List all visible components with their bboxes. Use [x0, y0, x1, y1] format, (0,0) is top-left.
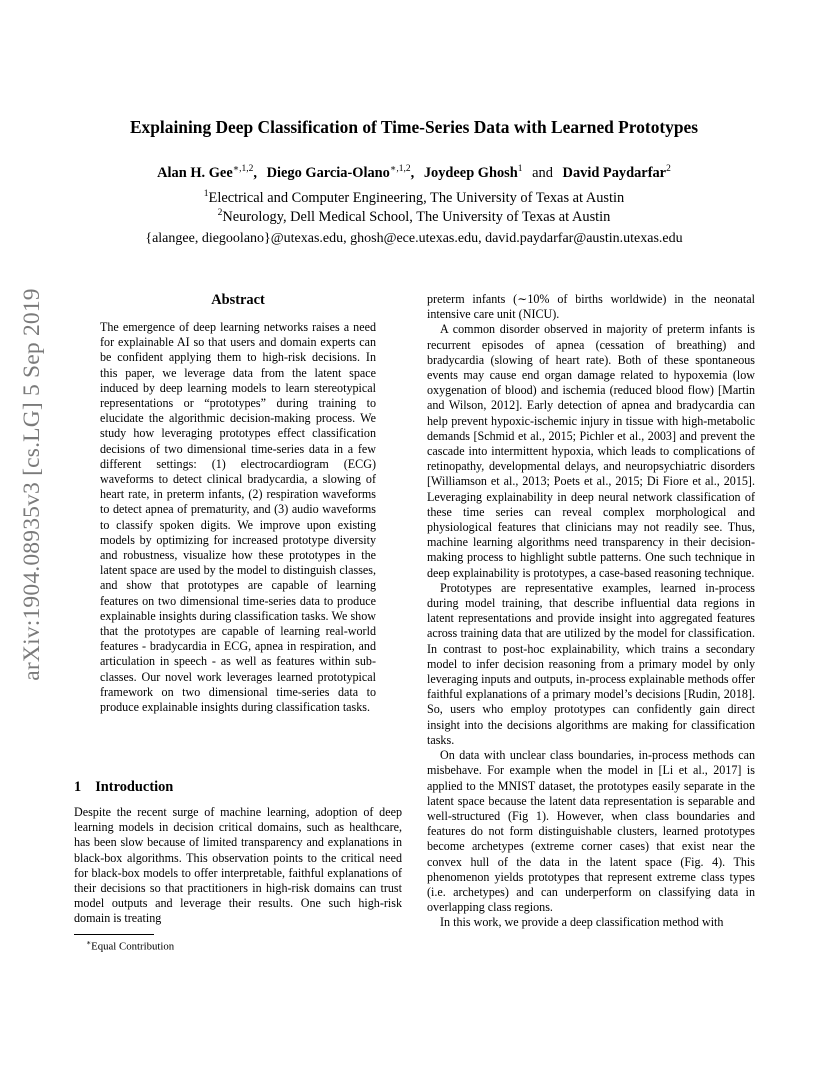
- author-name: Joydeep Ghosh: [423, 164, 518, 181]
- abstract-body: The emergence of deep learning networks raises a need for explainable AI so that users and domain experts can be confident applying them to high-risk decisions. In this paper, we leverage data from the latent space induced by deep learning models to learn stereotypical representations or “prototypes” during training to elucidate the algorithmic decision-making process. We study how leveraging prototypes effect classification decisions of two dimensional time-series data in a few different settings: (1) electrocardiogram (ECG) waveforms to detect clinical bradycardia, a slowing of heart rate, in preterm infants, (2) respiration waveforms to detect apnea of prematurity, and (3) audio waveforms to classify spoken digits. We improve upon existing models by optimizing for increased prototype diversity and robustness, visualize how these prototypes in the latent space are used by the model to distinguish classes, and show that prototypes are capable of learning features on two dimensional time-series data to produce explainable insights during classification tasks. We show that the prototypes are capable of learning real-world features - bradycardia in ECG, apnea in respiration, and articulation in speech - as well as features within sub-classes. Our novel work leverages learned prototypical framework on two dimensional time-series data to produce explainable insights during classification tasks.: [100, 320, 376, 715]
- section-heading-introduction: [74, 779, 173, 796]
- affiliation-1: [0, 189, 828, 207]
- author-superscript: 1: [517, 164, 523, 174]
- author-superscript: 2: [666, 164, 671, 174]
- arxiv-identifier: arXiv:1904.08935v3 [cs.LG] 5 Sep 2019: [18, 288, 45, 681]
- abstract-heading: Abstract: [211, 292, 265, 308]
- footnote-marker: ∗: [86, 938, 92, 947]
- paragraph: In this work, we provide a deep classification method with: [440, 915, 724, 930]
- author-emails: {alangee, diegoolano}@utexas.edu, ghosh@ece.utexas.edu, david.paydarfar@austin.utexas.edu: [145, 231, 683, 246]
- affiliation-2: [0, 208, 828, 226]
- affiliation-text: Neurology, Dell Medical School, The University of Texas at Austin: [222, 208, 611, 225]
- author-garcia-olano: [267, 165, 411, 181]
- author-name: Diego Garcia-Olano: [266, 164, 390, 181]
- arxiv-side-stamp: [12, 288, 52, 681]
- paragraph: preterm infants (∼10% of births worldwide) in the neonatal intensive care unit (NICU).: [427, 292, 755, 322]
- footnote-divider: [74, 934, 154, 935]
- author-superscript: ∗,1,2: [232, 164, 254, 174]
- affiliation-superscript: 1: [203, 189, 209, 199]
- affiliation-text: Electrical and Computer Engineering, The University of Texas at Austin: [208, 189, 625, 206]
- section-title: Introduction: [95, 779, 174, 795]
- paragraph: A common disorder observed in majority of preterm infants is recurrent episodes of apnea (cessation of breathing) and bradycardia (slowing of heart rate). Both of these spontaneous events may cause end organ damage related to hypoxemia (low oxygenation of blood) and ischemia (reduced blood flow) [Martin and Wilson, 2012]. Early detection of apnea and bradycardia can help prevent hypoxic-ischemic injury in tissue with high-metabolic demands [Schmid et al., 2015; Pichler et al., 2003] and prevent the cascade into intermittent hypoxia, which leads to complications of retinopathy, developmental delays, and neuropsychiatric disorders [Williamson et al., 2013; Poets et al., 2015; Di Fiore et al., 2015]. Leveraging explainability in deep neural network classification of these time series can reveal complex morphological and physiological features that clinicians may not readily see. Thus, machine learning algorithms need transparency in their decision-making process to highlight subtle patterns. One such technique in deep explainability is prototypes, a case-based reasoning technique.: [427, 322, 755, 580]
- footnote: [86, 938, 174, 953]
- author-list: Alan H. Gee$^{∗,1,2}$, Diego Garcia-Olano$^{∗,1,2}$, Joydeep Ghosh$^1$ and David Paydarfar$^2$: [157, 164, 671, 181]
- section-number: 1: [74, 779, 82, 795]
- affiliation-superscript: 2: [217, 208, 223, 218]
- paragraph: Prototypes are representative examples, learned in-process during model training, that describe influential data regions in latent representations and provide insight into aggregated features across training data that are utilized by the model for classification. In contrast to post-hoc explainability, which trains a secondary model to infer decision reasoning from a primary model by only leveraging inputs and outputs, in-process explainable methods offer faithful explanations of a primary model’s decisions [Rudin, 2018]. So, users who employ prototypes can confidently gain direct insight into the decisions algorithms are making for classification tasks.: [427, 580, 755, 747]
- author-conjunction: and: [532, 164, 553, 181]
- author-ghosh: [424, 165, 523, 181]
- author-superscript: ∗,1,2: [389, 164, 411, 174]
- author-name: David Paydarfar: [562, 164, 667, 181]
- author-gee: [157, 165, 253, 181]
- author-name: Alan H. Gee: [157, 164, 233, 181]
- paragraph: On data with unclear class boundaries, in-process methods can misbehave. For example when the model in [Li et al., 2017] is applied to the MNIST dataset, the prototypes easily separate in the latent space because the latent data representation is separable and well-structured (Fig 1). However, when class boundaries and features do not form distinguishable clusters, learned prototypes become archetypes (extreme corner cases) that exist near the convex hull of the data in the latent space (Fig. 4). This phenomenon yields prototypes that represent extreme class types (i.e. archetypes) and can underperform on classifying data in overlapping class regions.: [427, 748, 755, 915]
- right-column: [427, 292, 755, 931]
- author-paydarfar: [563, 165, 671, 181]
- introduction-body: Despite the recent surge of machine learning, adoption of deep learning models in decision critical domains, such as healthcare, has been slow because of limited transparency and explanations in black-box algorithms. This observation points to the critical need for black-box models to offer interpretable, faithful explanations of their decisions so that practitioners in high-risk domains can trust model outputs and leverage their results. One such high-risk domain is treating: [74, 805, 402, 926]
- footnote-text: Equal Contribution: [91, 940, 175, 953]
- paper-title: Explaining Deep Classification of Time-Series Data with Learned Prototypes: [129, 117, 699, 137]
